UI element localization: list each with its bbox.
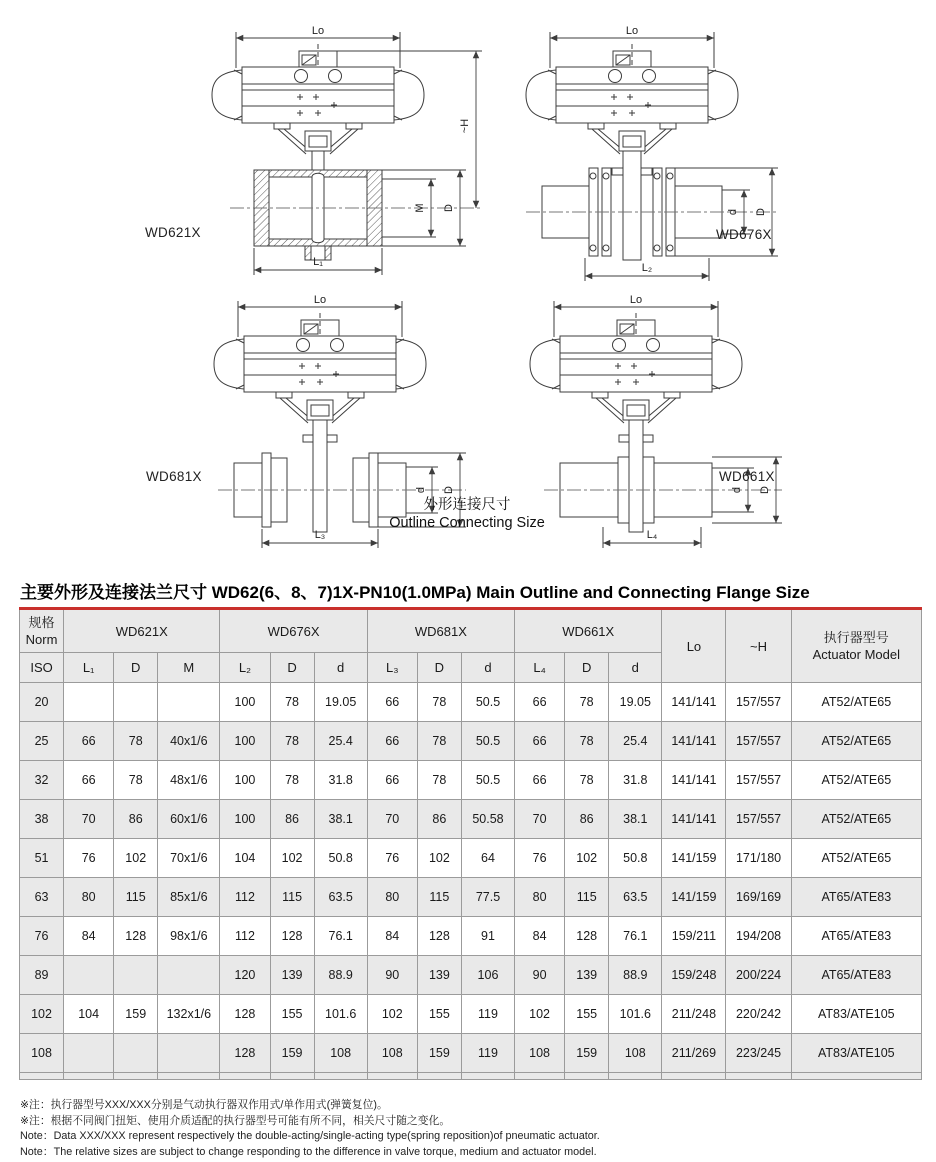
table-cell: 76 <box>64 839 114 878</box>
dim-label-d-small: d <box>415 486 427 494</box>
table-cell: AT65/ATE83 <box>791 917 921 956</box>
dim-label-h: ~H <box>459 118 471 134</box>
footnote-line: Note：The relative sizes are subject to change responding to the difference in valve torque, medium and actuator model. <box>20 1145 597 1158</box>
table-cell: 31.8 <box>314 761 367 800</box>
iso-cell: 76 <box>20 917 64 956</box>
stub-cell <box>220 1073 270 1080</box>
dim-label-d-small: d <box>727 208 739 216</box>
yoke <box>592 392 680 423</box>
table-cell: 102 <box>565 839 609 878</box>
table-cell: 220/242 <box>726 995 791 1034</box>
stub-cell <box>515 1073 565 1080</box>
table-cell: 50.5 <box>461 683 514 722</box>
col-header-l3: L₃ <box>367 653 417 683</box>
table-cell: 78 <box>565 722 609 761</box>
table-cell: AT52/ATE65 <box>791 800 921 839</box>
table-cell: 100 <box>220 722 270 761</box>
table-cell: 102 <box>270 839 314 878</box>
dim-label-lo: Lo <box>311 25 325 37</box>
table-cell: 78 <box>114 722 158 761</box>
table-cell: 157/557 <box>726 761 791 800</box>
table-cell: 141/141 <box>662 800 726 839</box>
table-cell: 141/141 <box>662 683 726 722</box>
table-cell: 78 <box>417 761 461 800</box>
table-cell: 50.5 <box>461 761 514 800</box>
table-cell: 159/211 <box>662 917 726 956</box>
header-norm-en: Norm <box>25 632 58 647</box>
table-cell: 155 <box>565 995 609 1034</box>
table-cell: 88.9 <box>314 956 367 995</box>
table-cell: 63.5 <box>314 878 367 917</box>
table-cell: 25.4 <box>314 722 367 761</box>
table-body <box>20 683 922 1080</box>
table-cell: 66 <box>515 683 565 722</box>
model-label-wd676x: WD676X <box>716 227 772 242</box>
table-cell: 66 <box>367 722 417 761</box>
table-cell: 141/159 <box>662 878 726 917</box>
table-cell: 119 <box>461 995 514 1034</box>
table-cell: 128 <box>220 995 270 1034</box>
dim-label-d: D <box>443 486 455 494</box>
stub-cell <box>114 1073 158 1080</box>
iso-cell: 63 <box>20 878 64 917</box>
table-cell: 223/245 <box>726 1034 791 1073</box>
header-actuator-en: Actuator Model <box>812 647 901 662</box>
table-cell: 38.1 <box>609 800 662 839</box>
dim-label-l4: L₄ <box>646 529 658 541</box>
header-norm <box>20 609 64 653</box>
table-cell: 80 <box>367 878 417 917</box>
table-cell: 101.6 <box>609 995 662 1034</box>
table-cell: 70 <box>64 800 114 839</box>
table-cell: 155 <box>417 995 461 1034</box>
table-cell: 171/180 <box>726 839 791 878</box>
table-cell <box>158 1034 220 1073</box>
col-header-d2: D <box>270 653 314 683</box>
iso-cell: 102 <box>20 995 64 1034</box>
table-cell: 101.6 <box>314 995 367 1034</box>
stub-cell <box>565 1073 609 1080</box>
actuator <box>526 44 738 123</box>
table-cell: 119 <box>461 1034 514 1073</box>
col-header-d2s: d <box>314 653 367 683</box>
table-cell: 78 <box>565 683 609 722</box>
dim-label-lo: Lo <box>625 25 639 37</box>
drawings-caption-cn: 外形连接尺寸 <box>423 497 511 513</box>
dim-label-d-small: d <box>731 486 743 494</box>
header-group-wd676x: WD676X <box>220 609 367 653</box>
iso-cell: 51 <box>20 839 64 878</box>
table-cell: 102 <box>417 839 461 878</box>
table-cell: 155 <box>270 995 314 1034</box>
wd676x-drawing <box>462 18 802 293</box>
table-cell: 115 <box>417 878 461 917</box>
table-cell: 70x1/6 <box>158 839 220 878</box>
iso-cell: 25 <box>20 722 64 761</box>
table-cell: 100 <box>220 800 270 839</box>
table-cell: 66 <box>515 722 565 761</box>
table-cell: 66 <box>367 761 417 800</box>
table-cell: 112 <box>220 917 270 956</box>
table-row <box>20 995 922 1034</box>
table-cell: 90 <box>367 956 417 995</box>
stub-row <box>20 1073 922 1080</box>
model-label-wd621x: WD621X <box>145 225 201 240</box>
table-cell: 102 <box>515 995 565 1034</box>
table-cell: AT52/ATE65 <box>791 839 921 878</box>
table-cell: 84 <box>64 917 114 956</box>
col-header-d3: D <box>417 653 461 683</box>
table-cell: 159/248 <box>662 956 726 995</box>
table-cell: 194/208 <box>726 917 791 956</box>
table-row <box>20 800 922 839</box>
table-cell: 86 <box>417 800 461 839</box>
table-cell: 86 <box>114 800 158 839</box>
yoke <box>588 123 676 154</box>
table-row <box>20 683 922 722</box>
table-cell: 120 <box>220 956 270 995</box>
l4-dimension <box>603 527 701 548</box>
footnote-line: ※注：根据不同阀门扭矩、使用介质适配的执行器型号可能有所不同，相关尺寸随之变化。 <box>20 1114 451 1127</box>
table-cell: 115 <box>270 878 314 917</box>
table-cell: 128 <box>417 917 461 956</box>
stub-cell <box>314 1073 367 1080</box>
section-title: 主要外形及连接法兰尺寸 WD62(6、8、7)1X-PN10(1.0MPa) Main Outline and Connecting Flange Size <box>20 583 810 602</box>
table-cell: 157/557 <box>726 722 791 761</box>
table-cell: 128 <box>114 917 158 956</box>
dim-label-lo: Lo <box>313 294 327 306</box>
col-header-l4: L₄ <box>515 653 565 683</box>
table-cell: 78 <box>270 683 314 722</box>
table-cell: 40x1/6 <box>158 722 220 761</box>
actuator <box>212 44 424 123</box>
table-cell: 50.58 <box>461 800 514 839</box>
footnote-line: ※注：执行器型号XXX/XXX分别是气动执行器双作用式/单作用式(弹簧复位)。 <box>20 1099 388 1111</box>
table-cell: 85x1/6 <box>158 878 220 917</box>
model-label-wd681x: WD681X <box>146 469 202 484</box>
table-cell: 77.5 <box>461 878 514 917</box>
table-cell: 139 <box>417 956 461 995</box>
table-cell: 78 <box>417 683 461 722</box>
model-label-wd661x: WD661X <box>719 469 775 484</box>
table-cell: 78 <box>270 761 314 800</box>
table-cell: 78 <box>417 722 461 761</box>
table-cell: 88.9 <box>609 956 662 995</box>
header-norm-cn: 规格 <box>28 615 55 630</box>
header-lo: Lo <box>662 609 726 683</box>
table-cell: 108 <box>515 1034 565 1073</box>
table-cell: 112 <box>220 878 270 917</box>
table-cell: 159 <box>417 1034 461 1073</box>
dim-label-d: D <box>759 486 771 494</box>
table-row <box>20 761 922 800</box>
table-row <box>20 878 922 917</box>
table-cell: 66 <box>367 683 417 722</box>
table-cell: 159 <box>114 995 158 1034</box>
table-cell: 169/169 <box>726 878 791 917</box>
table-cell: 104 <box>64 995 114 1034</box>
table-cell: AT52/ATE65 <box>791 683 921 722</box>
table-cell: 102 <box>114 839 158 878</box>
table-cell: 141/141 <box>662 761 726 800</box>
table-cell: 141/141 <box>662 722 726 761</box>
table-cell: 48x1/6 <box>158 761 220 800</box>
table-cell: 157/557 <box>726 800 791 839</box>
table-cell <box>114 683 158 722</box>
drawings-caption-en: Outline Connecting Size <box>389 514 545 531</box>
table-cell: 38.1 <box>314 800 367 839</box>
stub-cell <box>158 1073 220 1080</box>
table-cell: 141/159 <box>662 839 726 878</box>
table-cell: 211/248 <box>662 995 726 1034</box>
table-cell: 128 <box>565 917 609 956</box>
stub-cell <box>270 1073 314 1080</box>
table-cell: 139 <box>565 956 609 995</box>
stub-cell <box>609 1073 662 1080</box>
iso-cell: 20 <box>20 683 64 722</box>
table-cell: 108 <box>314 1034 367 1073</box>
stub-cell <box>791 1073 921 1080</box>
stub-cell <box>64 1073 114 1080</box>
table-row <box>20 956 922 995</box>
table-cell: 76 <box>515 839 565 878</box>
table-cell: AT65/ATE83 <box>791 956 921 995</box>
table-cell: 66 <box>515 761 565 800</box>
table-cell: 19.05 <box>314 683 367 722</box>
table-cell: 31.8 <box>609 761 662 800</box>
header-iso: ISO <box>20 653 64 683</box>
table-cell: AT83/ATE105 <box>791 995 921 1034</box>
iso-cell: 32 <box>20 761 64 800</box>
table-cell: 80 <box>515 878 565 917</box>
col-header-d4s: d <box>609 653 662 683</box>
col-header-l1: L₁ <box>64 653 114 683</box>
table-cell: 86 <box>270 800 314 839</box>
table-row <box>20 839 922 878</box>
stub-cell <box>367 1073 417 1080</box>
table-cell: 76 <box>367 839 417 878</box>
table-cell: 50.5 <box>461 722 514 761</box>
table-cell: AT83/ATE105 <box>791 1034 921 1073</box>
table-cell: 78 <box>565 761 609 800</box>
table-cell: 66 <box>64 722 114 761</box>
table-cell: 90 <box>515 956 565 995</box>
col-header-d3s: d <box>461 653 514 683</box>
table-cell: 128 <box>270 917 314 956</box>
iso-cell: 89 <box>20 956 64 995</box>
header-group-wd681x: WD681X <box>367 609 514 653</box>
table-cell <box>64 683 114 722</box>
header-group-wd661x: WD661X <box>515 609 662 653</box>
table-cell: 104 <box>220 839 270 878</box>
dim-label-l2: L₂ <box>641 262 653 274</box>
dimension-table <box>19 607 922 1080</box>
yoke <box>276 392 364 423</box>
stub-cell <box>20 1073 64 1080</box>
table-cell: 200/224 <box>726 956 791 995</box>
table-cell: 25.4 <box>609 722 662 761</box>
dim-label-l3: L₃ <box>314 529 326 541</box>
l2-dimension <box>585 258 709 281</box>
table-cell: 66 <box>64 761 114 800</box>
actuator <box>214 313 426 392</box>
table-cell <box>158 683 220 722</box>
table-cell: 108 <box>609 1034 662 1073</box>
dim-label-d: D <box>443 204 455 212</box>
table-cell: 115 <box>565 878 609 917</box>
table-cell: 78 <box>270 722 314 761</box>
header-group-wd621x: WD621X <box>64 609 220 653</box>
table-cell: 76.1 <box>609 917 662 956</box>
col-header-d4: D <box>565 653 609 683</box>
valve-body <box>526 151 778 260</box>
table-cell: 19.05 <box>609 683 662 722</box>
table-cell: 50.8 <box>609 839 662 878</box>
table-cell: 70 <box>515 800 565 839</box>
table-cell <box>114 1034 158 1073</box>
iso-cell: 38 <box>20 800 64 839</box>
table-cell: 60x1/6 <box>158 800 220 839</box>
table-cell <box>64 1034 114 1073</box>
table-cell: 64 <box>461 839 514 878</box>
table-cell: 132x1/6 <box>158 995 220 1034</box>
table-cell: 102 <box>367 995 417 1034</box>
col-header-l2: L₂ <box>220 653 270 683</box>
table-cell: 157/557 <box>726 683 791 722</box>
header-actuator-cn: 执行器型号 <box>823 630 889 645</box>
table-cell: 159 <box>270 1034 314 1073</box>
wd621x-drawing <box>148 18 488 283</box>
dim-label-lo: Lo <box>629 294 643 306</box>
col-header-m: M <box>158 653 220 683</box>
stub-cell <box>726 1073 791 1080</box>
footnotes <box>20 1098 600 1160</box>
table-cell: 76.1 <box>314 917 367 956</box>
table-cell: 128 <box>220 1034 270 1073</box>
table-cell <box>158 956 220 995</box>
iso-cell: 108 <box>20 1034 64 1073</box>
table-row <box>20 1034 922 1073</box>
table-cell: 50.8 <box>314 839 367 878</box>
table-cell <box>114 956 158 995</box>
table-cell: 78 <box>114 761 158 800</box>
table-cell: 98x1/6 <box>158 917 220 956</box>
table-cell: 86 <box>565 800 609 839</box>
dim-label-l1: L₁ <box>313 256 323 268</box>
table-cell: AT65/ATE83 <box>791 878 921 917</box>
header-actuator <box>791 609 921 683</box>
header-h: ~H <box>726 609 791 683</box>
stub-cell <box>417 1073 461 1080</box>
table-cell: 106 <box>461 956 514 995</box>
table-cell: 70 <box>367 800 417 839</box>
table-row <box>20 917 922 956</box>
table-cell: 108 <box>367 1034 417 1073</box>
table-cell: 84 <box>515 917 565 956</box>
table-cell: 84 <box>367 917 417 956</box>
footnote-line: Note：Data XXX/XXX represent respectively the double-acting/single-acting type(spring reposition)of pneumatic actuator. <box>20 1130 600 1142</box>
drawings-caption <box>352 497 582 532</box>
table-row <box>20 722 922 761</box>
table-cell: 115 <box>114 878 158 917</box>
table-cell: 139 <box>270 956 314 995</box>
table-cell: 63.5 <box>609 878 662 917</box>
actuator <box>530 313 742 392</box>
yoke <box>274 123 362 170</box>
table-cell: 80 <box>64 878 114 917</box>
table-cell: AT52/ATE65 <box>791 761 921 800</box>
col-header-d1: D <box>114 653 158 683</box>
table-cell: 211/269 <box>662 1034 726 1073</box>
table-cell: 100 <box>220 761 270 800</box>
dim-label-m: M <box>414 203 426 213</box>
table-cell: 159 <box>565 1034 609 1073</box>
table-cell: 100 <box>220 683 270 722</box>
stub-cell <box>461 1073 514 1080</box>
table-cell <box>64 956 114 995</box>
table-cell: 91 <box>461 917 514 956</box>
dim-label-d: D <box>755 208 767 216</box>
table-cell: AT52/ATE65 <box>791 722 921 761</box>
stub-cell <box>662 1073 726 1080</box>
